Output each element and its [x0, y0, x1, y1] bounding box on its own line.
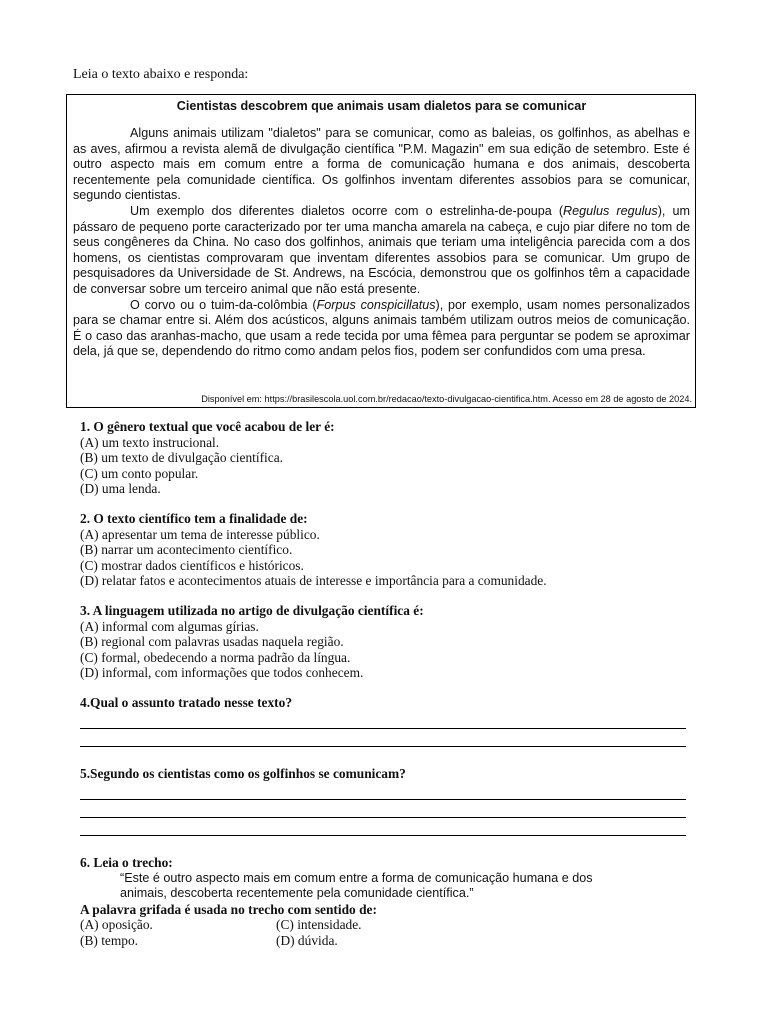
question-1-option-d: (D) uma lenda. — [80, 481, 161, 497]
question-1-option-a: (A) um texto instrucional. — [80, 434, 220, 450]
answer-line[interactable] — [80, 835, 686, 836]
question-6-option-a: (A) oposição. — [80, 917, 153, 933]
article-paragraph-3-text-a: O corvo ou o tuim-da-colômbia ( — [130, 297, 317, 312]
question-2-title: 2. O texto científico tem a finalidade de: — [80, 511, 308, 526]
question-6-prompt: A palavra grifada é usada no trecho com sentido de: — [80, 901, 377, 917]
article-paragraph-2-text-b: ), um pássaro de pequeno porte caracterizado por ter uma mancha amarela na cabeça, e cujo piar difere no tom de seus congêneres da China. No caso dos golfinhos, animais que teriam uma inteligência parecida com a dos homens, os cientistas comprovaram que inventam diferentes assobios para se comunicar. Um grupo de pesquisadores da Universidade de St. Andrews, na Escócia, demonstrou que os golfinhos têm a capacidade de conversar sobre um terceiro animal que não está presente. — [73, 203, 691, 296]
question-6-options-row-2 — [80, 933, 593, 949]
question-6-option-d: (D) dúvida. — [276, 932, 338, 948]
answer-line[interactable] — [80, 746, 686, 747]
question-2-option-d: (D) relatar fatos e acontecimentos atuais de interesse e importância para a comunidade. — [80, 573, 547, 589]
article-paragraph-3-text-b: ), por exemplo, usam nomes personalizados para se chamar entre si. Além dos acústicos, alguns animais também utilizam outros meios de comunicação. É o caso das aranhas-macho, que usam a rede tecida por uma fêmea para perguntar se podem se aproximar dela, já que se, dependendo do ritmo como andam pelos fios, podem ser confundidos com uma presa. — [73, 297, 690, 359]
article-paragraph-1-text: Alguns animais utilizam "dialetos" para se comunicar, como as baleias, os golfinhos, as abelhas e as aves, afirmou a revista alemã de divulgação científica "P.M. Magazin" em sua edição de setembro. Este é outro aspecto mais em comum entre a forma de comunicação humana e dos animais, descoberta recentemente pela comunidade científica. Os golfinhos inventam diferentes assobios para se comunicar, segundo cientistas. — [73, 126, 690, 203]
question-3-option-b: (B) regional com palavras usadas naquela região. — [80, 634, 344, 650]
answer-line[interactable] — [80, 799, 686, 800]
question-3-title: 3. A linguagem utilizada no artigo de divulgação científica é: — [80, 603, 424, 618]
article-title: Cientistas descobrem que animais usam dialetos para se comunicar — [176, 99, 587, 113]
question-3-option-c: (C) formal, obedecendo a norma padrão da língua. — [80, 649, 351, 665]
article-paragraph-2-text-a: Um exemplo dos diferentes dialetos ocorre com o estrelinha-de-poupa ( — [130, 203, 564, 218]
question-1-option-b: (B) um texto de divulgação científica. — [80, 450, 284, 466]
article-paragraph-2 — [73, 204, 690, 298]
instruction-text: Leia o texto abaixo e responda: — [73, 67, 249, 82]
question-1 — [80, 419, 335, 497]
question-6-option-c: (C) intensidade. — [276, 917, 362, 933]
question-4 — [80, 695, 686, 747]
question-6-title: 6. Leia o trecho: — [80, 855, 173, 870]
article-paragraph-1 — [73, 126, 690, 204]
question-3-option-d: (D) informal, com informações que todos conhecem. — [80, 665, 364, 681]
question-1-option-c: (C) um conto popular. — [80, 465, 199, 481]
question-6 — [80, 855, 593, 949]
question-5-title: 5.Segundo os cientistas como os golfinhos se comunicam? — [80, 766, 406, 781]
article-box — [66, 94, 696, 408]
question-3 — [80, 603, 424, 681]
question-6-quote-line-1: “Este é outro aspecto mais em comum entre a forma de comunicação humana e dos — [120, 870, 593, 885]
question-4-title: 4.Qual o assunto tratado nesse texto? — [80, 695, 293, 710]
article-paragraph-3 — [73, 298, 690, 360]
question-2-option-c: (C) mostrar dados científicos e históricos. — [80, 557, 304, 573]
question-2-option-b: (B) narrar um acontecimento científico. — [80, 542, 293, 558]
scientific-name-regulus: Regulus regulus — [563, 203, 658, 218]
question-5 — [80, 766, 686, 836]
question-2-option-a: (A) apresentar um tema de interesse público. — [80, 526, 320, 542]
answer-line[interactable] — [80, 817, 686, 818]
answer-line[interactable] — [80, 728, 686, 729]
question-1-title: 1. O gênero textual que você acabou de ler é: — [80, 419, 335, 434]
question-6-options-row-1 — [80, 917, 593, 933]
scientific-name-forpus: Forpus conspicillatus — [316, 297, 436, 312]
article-source: Disponível em: https://brasilescola.uol.com.br/redacao/texto-divulgacao-cientifica.htm. Acesso em 28 de agosto de 2024. — [201, 394, 692, 404]
question-6-option-b: (B) tempo. — [80, 932, 139, 948]
question-6-quote-line-2: animais, descoberta recentemente pela comunidade científica.” — [120, 886, 474, 901]
question-3-option-a: (A) informal com algumas gírias. — [80, 618, 259, 634]
question-2 — [80, 511, 547, 589]
